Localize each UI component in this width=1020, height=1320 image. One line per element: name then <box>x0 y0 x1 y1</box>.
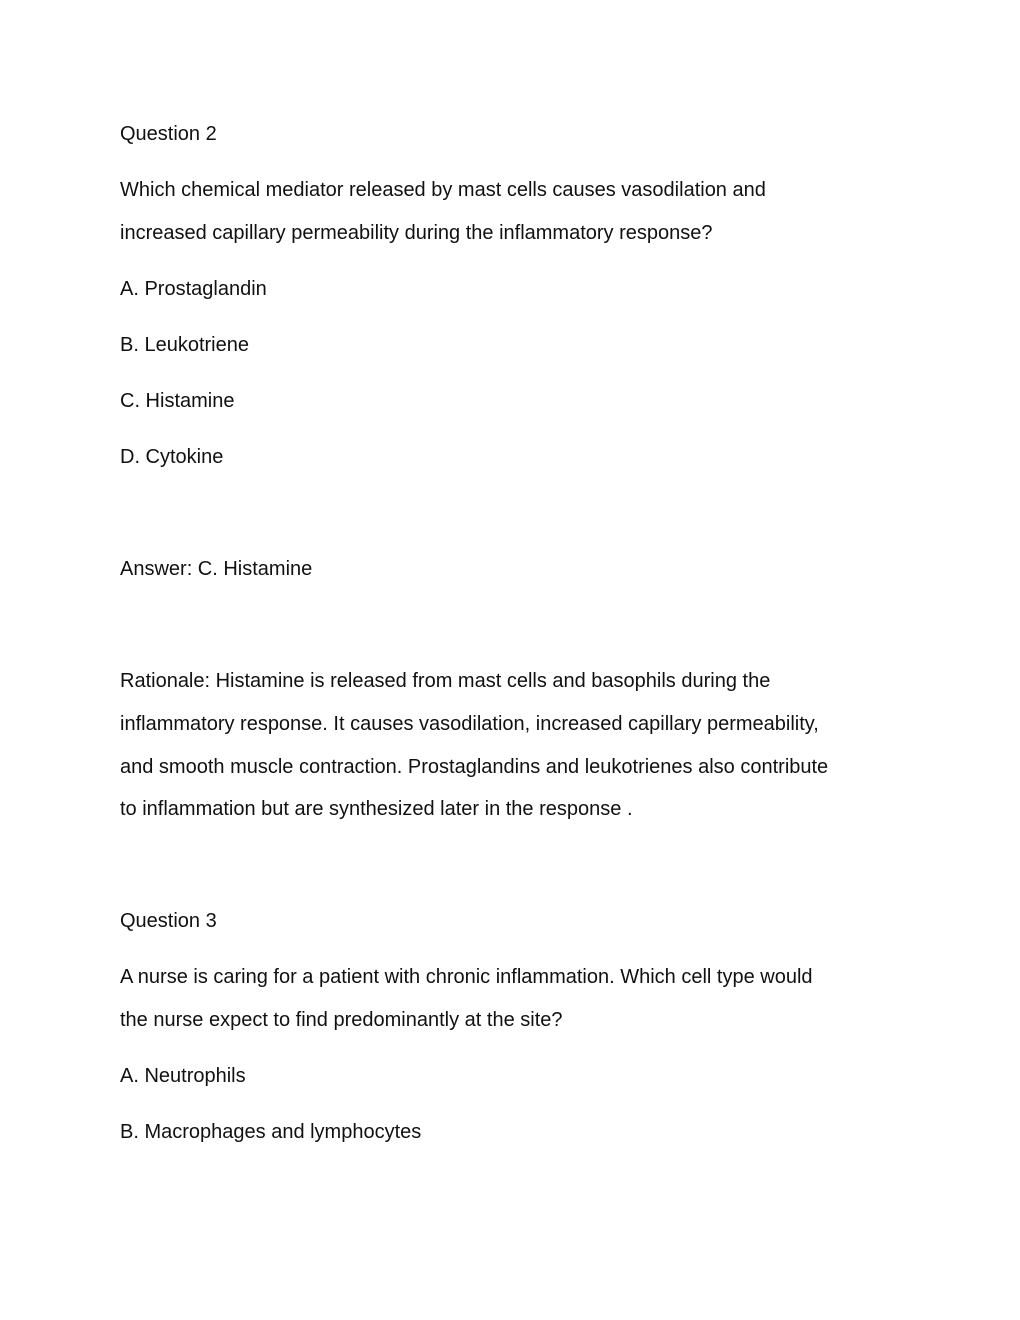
question-2-option-a: A. Prostaglandin <box>120 278 267 300</box>
question-2-option-b: B. Leukotriene <box>120 334 249 356</box>
question-2-rationale-line-2: inflammatory response. It causes vasodilation, increased capillary permeability, <box>120 713 819 735</box>
question-3-option-b: B. Macrophages and lymphocytes <box>120 1121 422 1143</box>
question-2-option-d: D. Cytokine <box>120 446 224 468</box>
question-2-title: Question 2 <box>120 123 217 145</box>
question-2-rationale-line-4: to inflammation but are synthesized later in the response . <box>120 798 633 820</box>
question-2-stem-line-1: Which chemical mediator released by mast cells causes vasodilation and <box>120 179 766 201</box>
question-2-option-c: C. Histamine <box>120 390 235 412</box>
question-2-rationale-line-1: Rationale: Histamine is released from mast cells and basophils during the <box>120 670 771 692</box>
question-2-answer: Answer: C. Histamine <box>120 558 313 580</box>
question-3-option-a: A. Neutrophils <box>120 1065 246 1087</box>
question-2-rationale-line-3: and smooth muscle contraction. Prostaglandins and leukotrienes also contribute <box>120 756 829 778</box>
question-3-stem-line-1: A nurse is caring for a patient with chronic inflammation. Which cell type would <box>120 966 813 988</box>
question-3-title: Question 3 <box>120 910 217 932</box>
question-2-stem-line-2: increased capillary permeability during the inflammatory response? <box>120 222 713 244</box>
question-3-stem-line-2: the nurse expect to find predominantly at the site? <box>120 1009 563 1031</box>
